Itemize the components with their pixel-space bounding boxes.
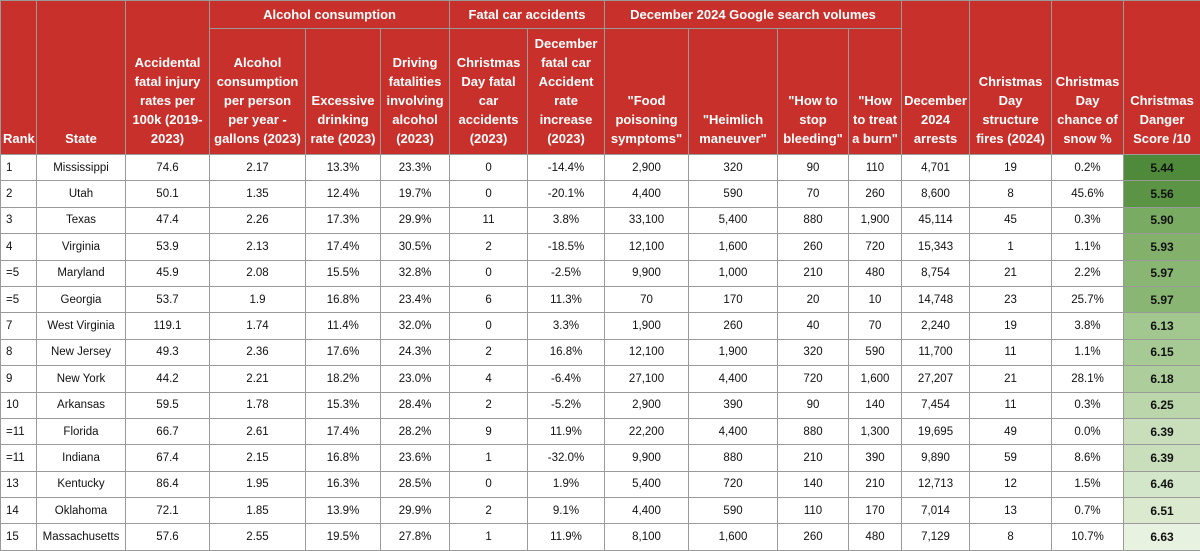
cell-alcohol-per-person: 2.55: [210, 524, 306, 550]
cell-danger-score: 6.25: [1124, 392, 1200, 418]
cell-structure-fires: 45: [970, 207, 1052, 233]
cell-stop-bleeding: 110: [778, 498, 849, 524]
cell-chance-of-snow: 1.5%: [1052, 471, 1124, 497]
cell-heimlich: 590: [689, 181, 778, 207]
cell-chance-of-snow: 10.7%: [1052, 524, 1124, 550]
cell-food-poisoning: 2,900: [605, 392, 689, 418]
header-heimlich-search: "Heimlich maneuver": [689, 29, 778, 155]
cell-injury-rate: 45.9: [126, 260, 210, 286]
cell-stop-bleeding: 40: [778, 313, 849, 339]
cell-heimlich: 1,000: [689, 260, 778, 286]
cell-danger-score: 6.63: [1124, 524, 1200, 550]
cell-food-poisoning: 5,400: [605, 471, 689, 497]
cell-christmas-fatal: 6: [450, 286, 528, 312]
cell-food-poisoning: 9,900: [605, 260, 689, 286]
cell-driving-fatalities: 24.3%: [381, 339, 450, 365]
cell-alcohol-per-person: 2.61: [210, 418, 306, 444]
cell-driving-fatalities: 28.2%: [381, 418, 450, 444]
cell-driving-fatalities: 23.4%: [381, 286, 450, 312]
cell-driving-fatalities: 32.8%: [381, 260, 450, 286]
cell-state: New York: [37, 366, 126, 392]
cell-driving-fatalities: 30.5%: [381, 234, 450, 260]
cell-structure-fires: 59: [970, 445, 1052, 471]
group-alcohol-consumption: Alcohol consumption: [210, 1, 450, 29]
cell-food-poisoning: 1,900: [605, 313, 689, 339]
cell-christmas-fatal: 11: [450, 207, 528, 233]
cell-alcohol-per-person: 2.08: [210, 260, 306, 286]
cell-structure-fires: 21: [970, 260, 1052, 286]
table-row: [1, 155, 1200, 181]
cell-excessive-drinking: 16.8%: [306, 445, 381, 471]
cell-excessive-drinking: 13.9%: [306, 498, 381, 524]
cell-state: Utah: [37, 181, 126, 207]
cell-excessive-drinking: 12.4%: [306, 181, 381, 207]
cell-food-poisoning: 27,100: [605, 366, 689, 392]
header-structure-fires: Christmas Day structure fires (2024): [970, 1, 1052, 155]
cell-danger-score: 5.97: [1124, 260, 1200, 286]
table-row: [1, 181, 1200, 207]
cell-heimlich: 1,600: [689, 234, 778, 260]
cell-christmas-fatal: 2: [450, 498, 528, 524]
cell-injury-rate: 44.2: [126, 366, 210, 392]
cell-treat-burn: 210: [849, 471, 902, 497]
cell-treat-burn: 110: [849, 155, 902, 181]
cell-food-poisoning: 2,900: [605, 155, 689, 181]
cell-driving-fatalities: 29.9%: [381, 498, 450, 524]
cell-heimlich: 170: [689, 286, 778, 312]
cell-arrests: 9,890: [902, 445, 970, 471]
header-december-accident-increase: December fatal car Accident rate increase (2023): [528, 29, 605, 155]
header-driving-fatalities-alcohol: Driving fatalities involving alcohol (2023): [381, 29, 450, 155]
cell-danger-score: 5.97: [1124, 286, 1200, 312]
cell-arrests: 8,754: [902, 260, 970, 286]
cell-christmas-fatal: 1: [450, 524, 528, 550]
cell-driving-fatalities: 29.9%: [381, 207, 450, 233]
cell-danger-score: 6.15: [1124, 339, 1200, 365]
cell-alcohol-per-person: 2.36: [210, 339, 306, 365]
cell-christmas-fatal: 0: [450, 260, 528, 286]
cell-chance-of-snow: 2.2%: [1052, 260, 1124, 286]
cell-arrests: 27,207: [902, 366, 970, 392]
cell-food-poisoning: 9,900: [605, 445, 689, 471]
cell-heimlich: 5,400: [689, 207, 778, 233]
cell-danger-score: 6.39: [1124, 445, 1200, 471]
cell-stop-bleeding: 140: [778, 471, 849, 497]
cell-heimlich: 390: [689, 392, 778, 418]
cell-arrests: 2,240: [902, 313, 970, 339]
cell-state: Indiana: [37, 445, 126, 471]
cell-stop-bleeding: 320: [778, 339, 849, 365]
cell-structure-fires: 11: [970, 339, 1052, 365]
cell-state: Kentucky: [37, 471, 126, 497]
cell-treat-burn: 720: [849, 234, 902, 260]
cell-stop-bleeding: 880: [778, 418, 849, 444]
cell-rank: 13: [1, 471, 37, 497]
cell-food-poisoning: 33,100: [605, 207, 689, 233]
group-google-search-volumes: December 2024 Google search volumes: [605, 1, 902, 29]
cell-state: Massachusetts: [37, 524, 126, 550]
cell-alcohol-per-person: 2.17: [210, 155, 306, 181]
cell-rank: =11: [1, 418, 37, 444]
cell-rank: 14: [1, 498, 37, 524]
cell-driving-fatalities: 27.8%: [381, 524, 450, 550]
cell-danger-score: 6.51: [1124, 498, 1200, 524]
cell-rank: 3: [1, 207, 37, 233]
cell-injury-rate: 59.5: [126, 392, 210, 418]
table-row: [1, 207, 1200, 233]
cell-chance-of-snow: 0.2%: [1052, 155, 1124, 181]
cell-heimlich: 1,900: [689, 339, 778, 365]
cell-rank: 1: [1, 155, 37, 181]
cell-injury-rate: 74.6: [126, 155, 210, 181]
cell-chance-of-snow: 0.3%: [1052, 392, 1124, 418]
cell-excessive-drinking: 17.3%: [306, 207, 381, 233]
header-excessive-drinking: Excessive drinking rate (2023): [306, 29, 381, 155]
cell-arrests: 14,748: [902, 286, 970, 312]
cell-stop-bleeding: 90: [778, 392, 849, 418]
header-arrests: December 2024 arrests: [902, 1, 970, 155]
cell-rank: =11: [1, 445, 37, 471]
cell-treat-burn: 1,300: [849, 418, 902, 444]
cell-december-increase: 11.9%: [528, 524, 605, 550]
cell-excessive-drinking: 16.3%: [306, 471, 381, 497]
cell-christmas-fatal: 2: [450, 234, 528, 260]
cell-chance-of-snow: 0.7%: [1052, 498, 1124, 524]
header-chance-of-snow: Christmas Day chance of snow %: [1052, 1, 1124, 155]
cell-driving-fatalities: 32.0%: [381, 313, 450, 339]
cell-food-poisoning: 4,400: [605, 181, 689, 207]
cell-treat-burn: 590: [849, 339, 902, 365]
cell-stop-bleeding: 20: [778, 286, 849, 312]
cell-chance-of-snow: 8.6%: [1052, 445, 1124, 471]
cell-rank: 8: [1, 339, 37, 365]
cell-heimlich: 4,400: [689, 418, 778, 444]
cell-treat-burn: 390: [849, 445, 902, 471]
cell-food-poisoning: 12,100: [605, 234, 689, 260]
cell-structure-fires: 49: [970, 418, 1052, 444]
cell-stop-bleeding: 210: [778, 445, 849, 471]
cell-alcohol-per-person: 1.9: [210, 286, 306, 312]
cell-excessive-drinking: 11.4%: [306, 313, 381, 339]
cell-injury-rate: 47.4: [126, 207, 210, 233]
cell-food-poisoning: 8,100: [605, 524, 689, 550]
cell-state: New Jersey: [37, 339, 126, 365]
cell-excessive-drinking: 15.5%: [306, 260, 381, 286]
cell-treat-burn: 480: [849, 524, 902, 550]
cell-december-increase: 1.9%: [528, 471, 605, 497]
cell-stop-bleeding: 90: [778, 155, 849, 181]
cell-arrests: 15,343: [902, 234, 970, 260]
cell-rank: 10: [1, 392, 37, 418]
table-body: [1, 155, 1200, 551]
cell-december-increase: -32.0%: [528, 445, 605, 471]
cell-arrests: 4,701: [902, 155, 970, 181]
cell-alcohol-per-person: 1.74: [210, 313, 306, 339]
cell-danger-score: 5.90: [1124, 207, 1200, 233]
table-row: [1, 418, 1200, 444]
cell-rank: 15: [1, 524, 37, 550]
cell-december-increase: -20.1%: [528, 181, 605, 207]
cell-arrests: 19,695: [902, 418, 970, 444]
cell-chance-of-snow: 0.0%: [1052, 418, 1124, 444]
cell-chance-of-snow: 45.6%: [1052, 181, 1124, 207]
cell-arrests: 12,713: [902, 471, 970, 497]
cell-december-increase: 11.3%: [528, 286, 605, 312]
cell-structure-fires: 1: [970, 234, 1052, 260]
cell-arrests: 7,129: [902, 524, 970, 550]
header-injury-rate: Accidental fatal injury rates per 100k (2019-2023): [126, 1, 210, 155]
cell-driving-fatalities: 28.5%: [381, 471, 450, 497]
cell-danger-score: 5.93: [1124, 234, 1200, 260]
cell-state: Georgia: [37, 286, 126, 312]
cell-stop-bleeding: 260: [778, 234, 849, 260]
header-stop-bleeding-search: "How to stop bleeding": [778, 29, 849, 155]
header-rank: Rank: [1, 1, 37, 155]
cell-excessive-drinking: 13.3%: [306, 155, 381, 181]
cell-heimlich: 590: [689, 498, 778, 524]
cell-december-increase: -6.4%: [528, 366, 605, 392]
cell-excessive-drinking: 16.8%: [306, 286, 381, 312]
cell-danger-score: 5.56: [1124, 181, 1200, 207]
cell-arrests: 7,454: [902, 392, 970, 418]
cell-driving-fatalities: 28.4%: [381, 392, 450, 418]
cell-treat-burn: 1,900: [849, 207, 902, 233]
cell-structure-fires: 19: [970, 313, 1052, 339]
cell-danger-score: 6.39: [1124, 418, 1200, 444]
cell-alcohol-per-person: 1.95: [210, 471, 306, 497]
cell-heimlich: 880: [689, 445, 778, 471]
cell-excessive-drinking: 18.2%: [306, 366, 381, 392]
header-treat-burn-search: "How to treat a burn": [849, 29, 902, 155]
cell-christmas-fatal: 2: [450, 339, 528, 365]
cell-treat-burn: 1,600: [849, 366, 902, 392]
cell-food-poisoning: 70: [605, 286, 689, 312]
cell-injury-rate: 57.6: [126, 524, 210, 550]
table-row: [1, 471, 1200, 497]
header-food-poisoning-search: "Food poisoning symptoms": [605, 29, 689, 155]
header-state: State: [37, 1, 126, 155]
cell-stop-bleeding: 260: [778, 524, 849, 550]
cell-danger-score: 6.13: [1124, 313, 1200, 339]
cell-december-increase: 9.1%: [528, 498, 605, 524]
cell-christmas-fatal: 0: [450, 313, 528, 339]
cell-chance-of-snow: 1.1%: [1052, 234, 1124, 260]
header-christmas-fatal-accidents: Christmas Day fatal car accidents (2023): [450, 29, 528, 155]
cell-stop-bleeding: 70: [778, 181, 849, 207]
cell-danger-score: 6.46: [1124, 471, 1200, 497]
cell-excessive-drinking: 17.4%: [306, 418, 381, 444]
cell-alcohol-per-person: 2.13: [210, 234, 306, 260]
cell-alcohol-per-person: 1.35: [210, 181, 306, 207]
cell-rank: =5: [1, 260, 37, 286]
cell-structure-fires: 21: [970, 366, 1052, 392]
cell-chance-of-snow: 1.1%: [1052, 339, 1124, 365]
header-alcohol-per-person: Alcohol consumption per person per year - gallons (2023): [210, 29, 306, 155]
cell-arrests: 8,600: [902, 181, 970, 207]
table-row: [1, 260, 1200, 286]
cell-rank: 4: [1, 234, 37, 260]
cell-december-increase: 11.9%: [528, 418, 605, 444]
cell-christmas-fatal: 1: [450, 445, 528, 471]
cell-heimlich: 1,600: [689, 524, 778, 550]
cell-excessive-drinking: 17.6%: [306, 339, 381, 365]
cell-injury-rate: 53.7: [126, 286, 210, 312]
cell-arrests: 45,114: [902, 207, 970, 233]
cell-treat-burn: 260: [849, 181, 902, 207]
cell-treat-burn: 170: [849, 498, 902, 524]
cell-food-poisoning: 12,100: [605, 339, 689, 365]
cell-chance-of-snow: 28.1%: [1052, 366, 1124, 392]
cell-injury-rate: 67.4: [126, 445, 210, 471]
cell-driving-fatalities: 23.3%: [381, 155, 450, 181]
cell-alcohol-per-person: 2.15: [210, 445, 306, 471]
cell-state: Arkansas: [37, 392, 126, 418]
cell-danger-score: 6.18: [1124, 366, 1200, 392]
cell-december-increase: -18.5%: [528, 234, 605, 260]
cell-structure-fires: 13: [970, 498, 1052, 524]
cell-state: Virginia: [37, 234, 126, 260]
cell-excessive-drinking: 19.5%: [306, 524, 381, 550]
cell-state: Maryland: [37, 260, 126, 286]
cell-state: Texas: [37, 207, 126, 233]
cell-structure-fires: 11: [970, 392, 1052, 418]
cell-alcohol-per-person: 1.78: [210, 392, 306, 418]
cell-december-increase: -14.4%: [528, 155, 605, 181]
cell-state: Oklahoma: [37, 498, 126, 524]
cell-chance-of-snow: 3.8%: [1052, 313, 1124, 339]
cell-state: Mississippi: [37, 155, 126, 181]
cell-injury-rate: 49.3: [126, 339, 210, 365]
cell-alcohol-per-person: 2.26: [210, 207, 306, 233]
cell-stop-bleeding: 210: [778, 260, 849, 286]
cell-injury-rate: 66.7: [126, 418, 210, 444]
cell-injury-rate: 50.1: [126, 181, 210, 207]
cell-injury-rate: 53.9: [126, 234, 210, 260]
cell-christmas-fatal: 0: [450, 155, 528, 181]
cell-structure-fires: 12: [970, 471, 1052, 497]
cell-food-poisoning: 4,400: [605, 498, 689, 524]
cell-christmas-fatal: 2: [450, 392, 528, 418]
cell-heimlich: 720: [689, 471, 778, 497]
group-fatal-car-accidents: Fatal car accidents: [450, 1, 605, 29]
cell-december-increase: -5.2%: [528, 392, 605, 418]
cell-chance-of-snow: 25.7%: [1052, 286, 1124, 312]
cell-driving-fatalities: 19.7%: [381, 181, 450, 207]
cell-state: Florida: [37, 418, 126, 444]
cell-christmas-fatal: 0: [450, 181, 528, 207]
cell-structure-fires: 8: [970, 181, 1052, 207]
cell-food-poisoning: 22,200: [605, 418, 689, 444]
cell-december-increase: 16.8%: [528, 339, 605, 365]
table-row: [1, 445, 1200, 471]
cell-chance-of-snow: 0.3%: [1052, 207, 1124, 233]
cell-driving-fatalities: 23.0%: [381, 366, 450, 392]
cell-treat-burn: 480: [849, 260, 902, 286]
cell-driving-fatalities: 23.6%: [381, 445, 450, 471]
cell-treat-burn: 10: [849, 286, 902, 312]
cell-stop-bleeding: 880: [778, 207, 849, 233]
cell-stop-bleeding: 720: [778, 366, 849, 392]
table-row: [1, 498, 1200, 524]
cell-christmas-fatal: 9: [450, 418, 528, 444]
cell-december-increase: 3.3%: [528, 313, 605, 339]
cell-structure-fires: 23: [970, 286, 1052, 312]
cell-alcohol-per-person: 1.85: [210, 498, 306, 524]
table-row: [1, 339, 1200, 365]
cell-excessive-drinking: 17.4%: [306, 234, 381, 260]
cell-state: West Virginia: [37, 313, 126, 339]
cell-christmas-fatal: 0: [450, 471, 528, 497]
table-row: [1, 286, 1200, 312]
cell-danger-score: 5.44: [1124, 155, 1200, 181]
cell-december-increase: -2.5%: [528, 260, 605, 286]
cell-rank: 2: [1, 181, 37, 207]
table-row: [1, 366, 1200, 392]
cell-arrests: 11,700: [902, 339, 970, 365]
cell-structure-fires: 19: [970, 155, 1052, 181]
cell-injury-rate: 72.1: [126, 498, 210, 524]
cell-arrests: 7,014: [902, 498, 970, 524]
table-row: [1, 392, 1200, 418]
table-row: [1, 313, 1200, 339]
cell-december-increase: 3.8%: [528, 207, 605, 233]
table-row: [1, 234, 1200, 260]
cell-injury-rate: 86.4: [126, 471, 210, 497]
header-danger-score: Christmas Danger Score /10: [1124, 1, 1200, 155]
cell-structure-fires: 8: [970, 524, 1052, 550]
cell-alcohol-per-person: 2.21: [210, 366, 306, 392]
cell-heimlich: 260: [689, 313, 778, 339]
cell-rank: 7: [1, 313, 37, 339]
cell-heimlich: 4,400: [689, 366, 778, 392]
cell-christmas-fatal: 4: [450, 366, 528, 392]
cell-rank: =5: [1, 286, 37, 312]
cell-excessive-drinking: 15.3%: [306, 392, 381, 418]
cell-injury-rate: 119.1: [126, 313, 210, 339]
table-row: [1, 524, 1200, 550]
cell-heimlich: 320: [689, 155, 778, 181]
cell-rank: 9: [1, 366, 37, 392]
cell-treat-burn: 70: [849, 313, 902, 339]
cell-treat-burn: 140: [849, 392, 902, 418]
